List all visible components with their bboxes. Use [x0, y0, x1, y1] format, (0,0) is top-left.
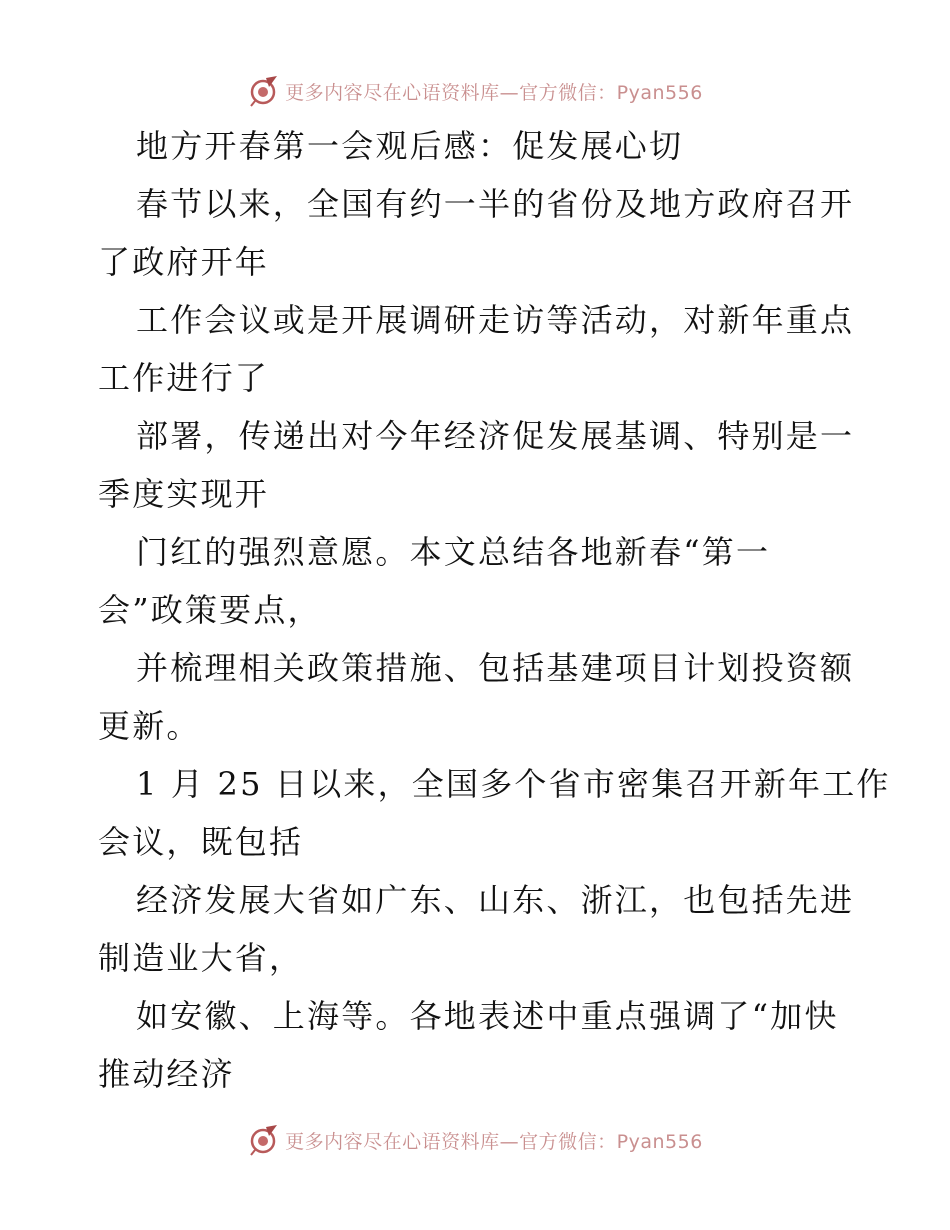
paragraph-line: 会议，既包括: [98, 823, 304, 861]
paragraph-line: 1 月 25 日以来，全国多个省市密集召开新年工作: [136, 765, 891, 803]
paragraph-line: 季度实现开: [98, 475, 270, 513]
brush-logo-icon: [247, 75, 279, 107]
document-title: 地方开春第一会观后感：促发展心切: [136, 127, 684, 165]
paragraph-line: 工作会议或是开展调研走访等活动，对新年重点: [136, 301, 855, 339]
paragraph-line: 经济发展大省如广东、山东、浙江，也包括先进: [136, 881, 855, 919]
paragraph-line: 更新。: [98, 707, 201, 745]
footer-watermark: [0, 1120, 950, 1160]
paragraph-line: 工作进行了: [98, 359, 270, 397]
paragraph-line: 推动经济: [98, 1055, 235, 1093]
watermark-text: 更多内容尽在心语资料库—官方微信：Pyan556: [285, 81, 703, 104]
paragraph-line: 了政府开年: [98, 243, 270, 281]
watermark-text: 更多内容尽在心语资料库—官方微信：Pyan556: [285, 1130, 703, 1153]
header-watermark: [0, 71, 950, 111]
paragraph-line: 门红的强烈意愿。本文总结各地新春“第一: [136, 533, 771, 571]
document-body: [98, 122, 891, 1108]
paragraph-line: 如安徽、上海等。各地表述中重点强调了“加快: [136, 997, 839, 1035]
paragraph-line: 制造业大省，: [98, 939, 304, 977]
brush-logo-icon: [247, 1124, 279, 1156]
paragraph-line: 春节以来，全国有约一半的省份及地方政府召开: [136, 185, 855, 223]
paragraph-line: 并梳理相关政策措施、包括基建项目计划投资额: [136, 649, 855, 687]
paragraph-line: 部署，传递出对今年经济促发展基调、特别是一: [136, 417, 855, 455]
paragraph-line: 会”政策要点，: [98, 591, 322, 629]
